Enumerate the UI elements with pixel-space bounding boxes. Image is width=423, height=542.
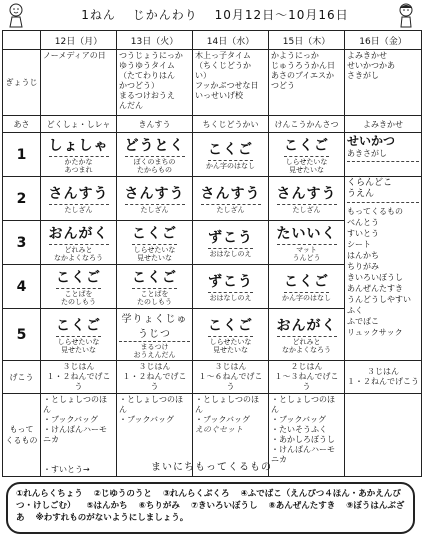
row-label-gekou: げこう	[3, 361, 41, 394]
lesson-note: おはなしのえ	[209, 294, 252, 302]
lesson-cell	[117, 309, 193, 361]
event-cell: 木上っ子タイム （ちくじどうかい） フッかぶつせな日 いっせいげ校	[193, 50, 269, 116]
event-cell: ノーメディアの日	[41, 50, 117, 116]
daily-item: ⑦きいろいぼうし	[190, 501, 258, 511]
gyouji-row	[3, 50, 422, 116]
lesson-note: しらせたいな 見せたいな	[285, 158, 328, 174]
friday-list-title: もってくるもの	[347, 207, 403, 216]
subject-name: おんがく	[49, 223, 109, 245]
asa-cell: きんすう	[117, 116, 193, 133]
lesson-cell	[193, 265, 269, 309]
lesson-note: おはなしのえ	[209, 250, 252, 258]
title-range: 10月12日〜10月16日	[214, 8, 349, 22]
lesson-cell	[193, 309, 269, 361]
daily-item: ④ふでばこ（えんぴつ４ほん・あかえんぴつ・けしごむ）	[16, 489, 401, 511]
subject-name: こくご	[56, 315, 101, 337]
lesson-note: しらせたいな 見せたいな	[133, 246, 176, 262]
lesson-note: たしざん	[216, 206, 245, 214]
period-row	[3, 177, 422, 221]
subject-name: こくご	[208, 315, 253, 337]
period-row	[3, 133, 422, 177]
subject-name: さんすう	[201, 183, 261, 205]
subject-name: ずこう	[208, 227, 253, 249]
lesson-cell	[117, 177, 193, 221]
items-cell: ・としょしつのほん ・ブックバッグ	[117, 394, 193, 477]
lesson-note: まるつけ おうえんだん	[133, 343, 176, 359]
period-number: 5	[3, 309, 41, 361]
lesson-note: かたかな あつまれ	[64, 158, 93, 174]
subject-name: さんすう	[49, 183, 109, 205]
title-bar	[0, 0, 423, 30]
friday-item-list: べんとう すいとう シート はんかち ちりがみ きいろいぼうし あんぜんたすき うんどうしやすい ふく ふでばこ リュックサック	[347, 218, 411, 337]
lesson-cell	[41, 133, 117, 177]
day-header: 13日（火）	[117, 31, 193, 50]
lesson-note: しらせたいな 見せたいな	[57, 338, 100, 354]
event-cell: かようにっか じゅうろうかん日 あさのプイエスか つどう	[269, 50, 345, 116]
day-header: 15日（木）	[269, 31, 345, 50]
lesson-cell	[41, 221, 117, 265]
day-header: 12日（月）	[41, 31, 117, 50]
lesson-cell	[41, 265, 117, 309]
daily-note: ※わすれものがないようにしましょう。	[35, 513, 189, 523]
lesson-note: しらせたいな 見せたいな	[209, 338, 252, 354]
lesson-note: かん字のはなし	[206, 162, 255, 170]
event-cell: よみきかせ せいかつかあ さきがし	[345, 50, 422, 116]
dismissal-cell: ２じはん １〜３ねんでげこう	[269, 361, 345, 394]
lesson-note: たしざん	[64, 206, 93, 214]
items-cell: ・としょしつのほん ・ブックバッグ ・けんばんハーモニカ ・すいとう→	[41, 394, 117, 477]
page-title	[70, 6, 360, 23]
subject-name: たいいく	[277, 223, 337, 245]
subject-name: こくご	[56, 267, 101, 289]
items-cell: ・としょしつのほん ・ブックバッグ えのぐセット	[193, 394, 269, 477]
lesson-cell	[193, 221, 269, 265]
lesson-cell	[117, 133, 193, 177]
gekou-row	[3, 361, 422, 394]
lesson-cell	[41, 309, 117, 361]
corner-cell	[3, 31, 41, 50]
subject-name: さんすう	[125, 183, 185, 205]
daily-item: ②じゆうのうと	[93, 489, 152, 499]
subject-name: おんがく	[277, 315, 337, 337]
lesson-cell	[193, 177, 269, 221]
day-header: 14日（水）	[193, 31, 269, 50]
header-row	[3, 31, 422, 50]
dismissal-cell: ３じはん １・２ねんでげこう	[117, 361, 193, 394]
dismissal-cell: ３じはん １・２ねんでげこう	[41, 361, 117, 394]
lesson-note: かん字のはなし	[282, 294, 331, 302]
lesson-note: ことばを たのしもう	[137, 290, 172, 306]
lesson-cell	[41, 177, 117, 221]
lesson-note: ぼくのまちの たからもの	[133, 158, 176, 174]
lesson-note: くらんどこ うえん	[347, 178, 393, 199]
child-illustration-icon	[4, 2, 28, 28]
daily-item: ①れんらくちょう	[16, 489, 83, 499]
period-number: 2	[3, 177, 41, 221]
daily-items-title: まいにちもってくるもの	[151, 462, 272, 473]
title-label: じかんわり	[132, 8, 198, 22]
daily-item: ③れんらくぶくろ	[162, 489, 230, 499]
subject-name: こくご	[208, 139, 253, 161]
lesson-cell	[193, 133, 269, 177]
dismissal-cell: ３じはん １〜６ねんでげこう	[193, 361, 269, 394]
asa-row	[3, 116, 422, 133]
row-label-motte: もって くるもの	[3, 394, 41, 477]
subject-name: こくご	[284, 271, 329, 293]
lesson-note: ことばを たのしもう	[61, 290, 96, 306]
asa-cell: よみきかせ	[345, 116, 422, 133]
daily-item: ⑧あんぜんたすき	[268, 501, 336, 511]
items-cell: ・としょしつのほん ・ブックバッグ ・たいそうふく ・あかしろぼうし ・けんばんハーモニカ	[269, 394, 345, 477]
asa-cell: どくしょ・しレャ	[41, 116, 117, 133]
lesson-note: たしざん	[140, 206, 169, 214]
lesson-cell	[269, 265, 345, 309]
period-number: 1	[3, 133, 41, 177]
daily-item: ⑥ちりがみ	[138, 501, 180, 511]
lesson-note: あきさがし	[347, 149, 387, 158]
subject-name: 学りょくじゅうじつ	[119, 310, 190, 342]
title-grade: 1ねん	[81, 8, 116, 22]
friday-items-cell	[345, 177, 422, 361]
lesson-cell	[117, 221, 193, 265]
row-label-gyouji: ぎょうじ	[3, 50, 41, 116]
child-illustration-icon	[394, 2, 418, 28]
subject-name: こくご	[132, 267, 177, 289]
period-number: 3	[3, 221, 41, 265]
row-label-asa: あさ	[3, 116, 41, 133]
handwritten-note: えのぐセット	[195, 425, 243, 434]
subject-name: ずこう	[208, 271, 253, 293]
subject-name: こくご	[132, 223, 177, 245]
daily-item: ⑤はんかち	[86, 501, 128, 511]
subject-name: せいかつ	[347, 134, 396, 148]
lesson-cell	[269, 309, 345, 361]
daily-items-box	[6, 482, 415, 534]
daily-item: ⑨ぼうはんぶざあ	[16, 501, 405, 523]
subject-name: こくご	[284, 135, 329, 157]
suitou-note: ・すいとう→	[43, 465, 90, 474]
lesson-cell	[269, 133, 345, 177]
day-header: 16日（金）	[345, 31, 422, 50]
subject-name: しょしゃ	[49, 135, 109, 157]
lesson-note: どれみと なかよくなろう	[282, 338, 331, 354]
lesson-cell	[269, 221, 345, 265]
friday-period1-cell	[345, 133, 422, 177]
lesson-cell	[117, 265, 193, 309]
dismissal-cell: ３じはん １・２ねんでげこう	[345, 361, 422, 394]
event-cell: つうじょうにっか ゆうゆうタイム （たてわりはん かつどう） まるつけおうえ んだん	[117, 50, 193, 116]
period-number: 4	[3, 265, 41, 309]
asa-cell: けんこうかんさつ	[269, 116, 345, 133]
lesson-note: たしざん	[292, 206, 321, 214]
lesson-note: どれみと なかよくなろう	[54, 246, 103, 262]
asa-cell: ちくじどうかい	[193, 116, 269, 133]
timetable	[2, 30, 422, 477]
lesson-cell	[269, 177, 345, 221]
subject-name: どうとく	[125, 135, 185, 157]
lesson-note: マット うんどう	[292, 246, 321, 262]
subject-name: さんすう	[277, 183, 337, 205]
